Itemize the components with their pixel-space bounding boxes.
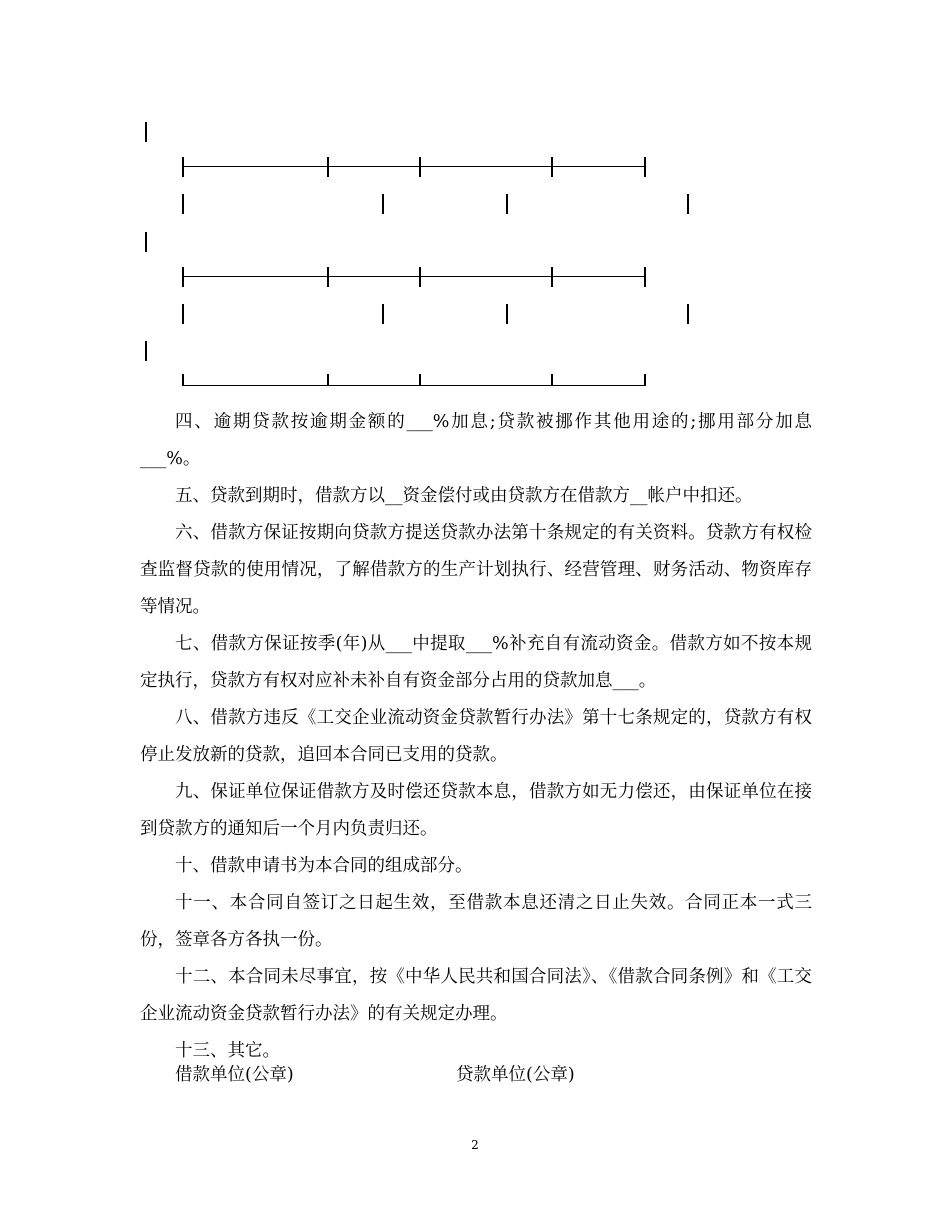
clause-11: 十一、本合同自签订之日起生效，至借款本息还清之日止失效。合同正本一式三份，签章各方各执一份。 (140, 893, 812, 950)
lender-signature-label: 贷款单位(公章) (456, 1065, 575, 1085)
clause-8: 八、借款方违反《工交企业流动资金贷款暂行办法》第十七条规定的，贷款方有权停止发放新的贷款，追回本合同已支用的贷款。 (140, 708, 812, 765)
borrower-signature-label: 借款单位(公章) (175, 1065, 294, 1085)
clause-12: 十二、本合同未尽事宜，按《中华人民共和国合同法》、《借款合同条例》和《工交企业流动资金贷款暂行办法》的有关规定办理。 (140, 967, 812, 1024)
clause-13: 十三、其它。 (175, 1041, 280, 1061)
clause-7: 七、借款方保证按季(年)从___中提取___%补充自有流动资金。借款方如不按本规定执行，贷款方有权对应补未补自有资金部分占用的贷款加息___。 (140, 634, 812, 691)
clause-6: 六、借款方保证按期向贷款方提送贷款办法第十条规定的有关资料。贷款方有权检查监督贷款的使用情况，了解借款方的生产计划执行、经营管理、财务活动、物资库存等情况。 (140, 523, 812, 617)
page-number: 2 (471, 1138, 479, 1152)
clause-10: 十、借款申请书为本合同的组成部分。 (175, 856, 473, 876)
clause-4: 四、逾期贷款按逾期金额的___%加息;贷款被挪作其他用途的;挪用部分加息___%。 (140, 412, 812, 469)
clause-5: 五、贷款到期时，借款方以__资金偿付或由贷款方在借款方__帐户中扣还。 (175, 486, 753, 506)
clause-9: 九、保证单位保证借款方及时偿还贷款本息，借款方如无力偿还，由保证单位在接到贷款方的通知后一个月内负责归还。 (140, 782, 812, 839)
